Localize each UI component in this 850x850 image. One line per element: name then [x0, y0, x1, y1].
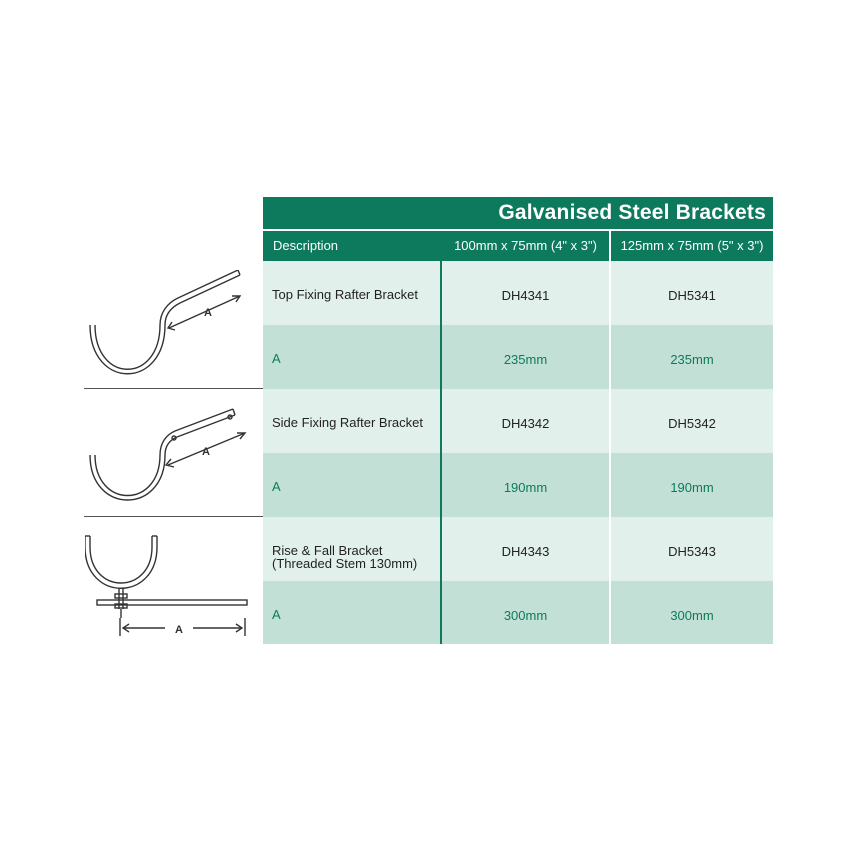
row-code-125: DH5343: [611, 517, 773, 581]
row-dimension-label: A: [263, 453, 440, 517]
row-dimension-100: 235mm: [442, 325, 609, 389]
row-description-line1: Rise & Fall Bracket: [272, 543, 383, 558]
side-fixing-rafter-bracket-icon: [80, 405, 255, 515]
column-header-100mm: 100mm x 75mm (4" x 3"): [442, 231, 609, 261]
dimension-label-a: A: [204, 307, 212, 319]
row-dimension-100: 300mm: [442, 581, 609, 644]
row-code-125: DH5341: [611, 261, 773, 325]
row-dimension-125: 235mm: [611, 325, 773, 389]
row-description: Top Fixing Rafter Bracket: [263, 261, 440, 325]
row-code-100: DH4343: [442, 517, 609, 581]
row-code-100: DH4342: [442, 389, 609, 453]
column-divider: [440, 231, 442, 644]
row-dimension-label: A: [263, 581, 440, 644]
section-divider: [84, 516, 263, 517]
row-description: [263, 517, 440, 581]
dimension-label-a: A: [175, 624, 183, 636]
row-dimension-100: 190mm: [442, 453, 609, 517]
top-fixing-rafter-bracket-icon: [80, 270, 255, 390]
row-description: Side Fixing Rafter Bracket: [263, 389, 440, 453]
row-code-125: DH5342: [611, 389, 773, 453]
row-description-line2: (Threaded Stem 130mm): [272, 556, 418, 571]
dimension-label-a: A: [202, 446, 210, 458]
column-header-125mm: 125mm x 75mm (5" x 3"): [611, 231, 773, 261]
column-header-description: Description: [263, 231, 440, 261]
row-dimension-125: 300mm: [611, 581, 773, 644]
rise-and-fall-bracket-icon: [85, 532, 255, 642]
row-dimension-125: 190mm: [611, 453, 773, 517]
row-code-100: DH4341: [442, 261, 609, 325]
table-title: Galvanised Steel Brackets: [263, 197, 773, 229]
row-dimension-label: A: [263, 325, 440, 389]
